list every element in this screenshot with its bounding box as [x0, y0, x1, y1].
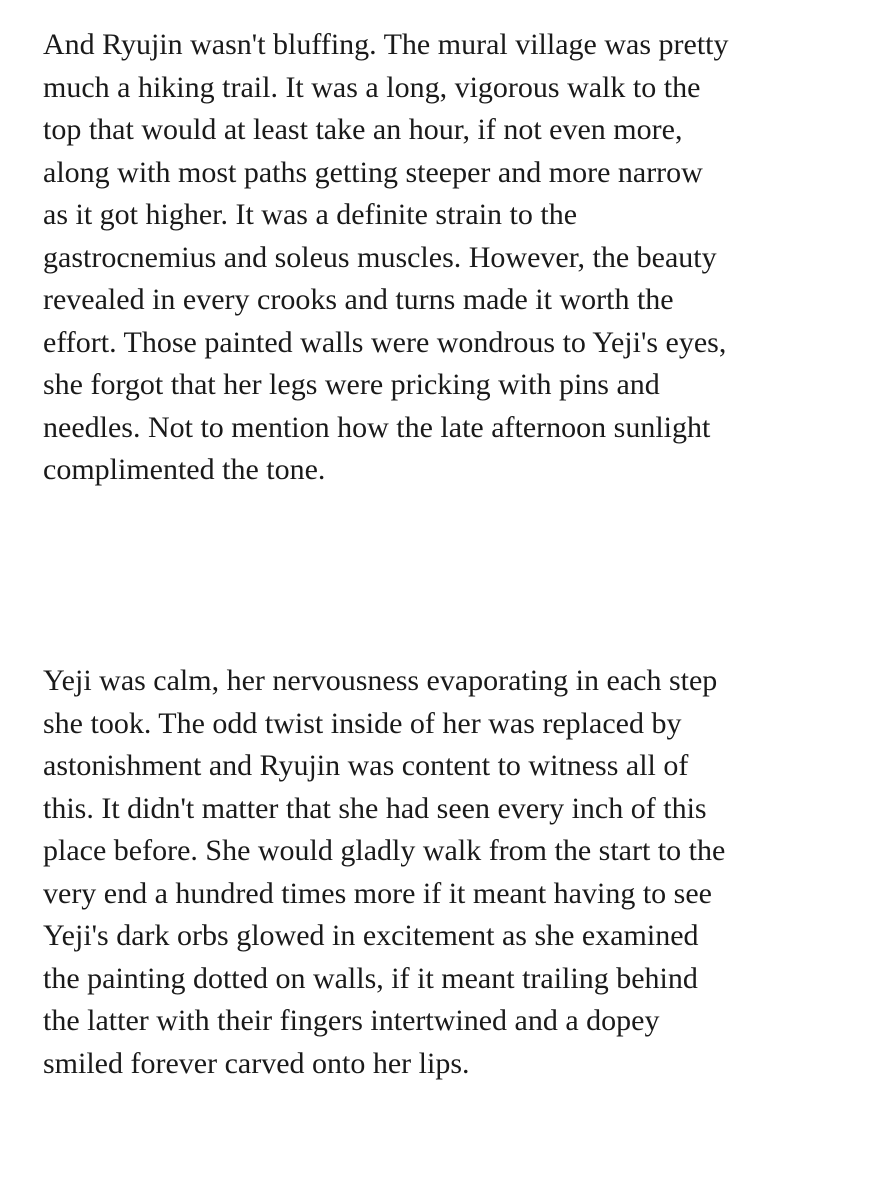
text-line: And Ryujin wasn't bluffing. The mural village was pretty: [43, 28, 729, 61]
text-line: she took. The odd twist inside of her was replaced by: [43, 706, 682, 740]
text-line: effort. Those painted walls were wondrous to Yeji's eyes,: [43, 325, 727, 359]
paragraph: [43, 24, 843, 492]
text-line: needles. Not to mention how the late afternoon sunlight: [43, 410, 711, 444]
text-line: smiled forever carved onto her lips.: [43, 1046, 470, 1080]
text-line: this. It didn't matter that she had seen every inch of this: [43, 791, 707, 825]
text-line: complimented the tone.: [43, 453, 326, 486]
text-line: much a hiking trail. It was a long, vigorous walk to the: [43, 70, 701, 104]
text-line: Yeji was calm, her nervousness evaporating in each step: [43, 664, 718, 697]
text-line: as it got higher. It was a definite strain to the: [43, 198, 578, 231]
text-line: revealed in every crooks and turns made it worth the: [43, 283, 674, 316]
text-line: along with most paths getting steeper and more narrow: [43, 155, 703, 189]
text-line: the latter with their fingers intertwined and a dopey: [43, 1004, 660, 1037]
text-line: the painting dotted on walls, if it meant trailing behind: [43, 961, 698, 995]
text-line: very end a hundred times more if it meant having to see: [43, 876, 712, 910]
text-line: gastrocnemius and soleus muscles. However, the beauty: [43, 240, 717, 274]
paragraph: [43, 660, 843, 1085]
text-line: place before. She would gladly walk from the start to the: [43, 834, 726, 867]
text-line: astonishment and Ryujin was content to witness all of: [43, 749, 689, 782]
text-line: top that would at least take an hour, if not even more,: [43, 113, 683, 146]
text-line: she forgot that her legs were pricking with pins and: [43, 368, 660, 401]
text-line: Yeji's dark orbs glowed in excitement as she examined: [43, 919, 699, 952]
